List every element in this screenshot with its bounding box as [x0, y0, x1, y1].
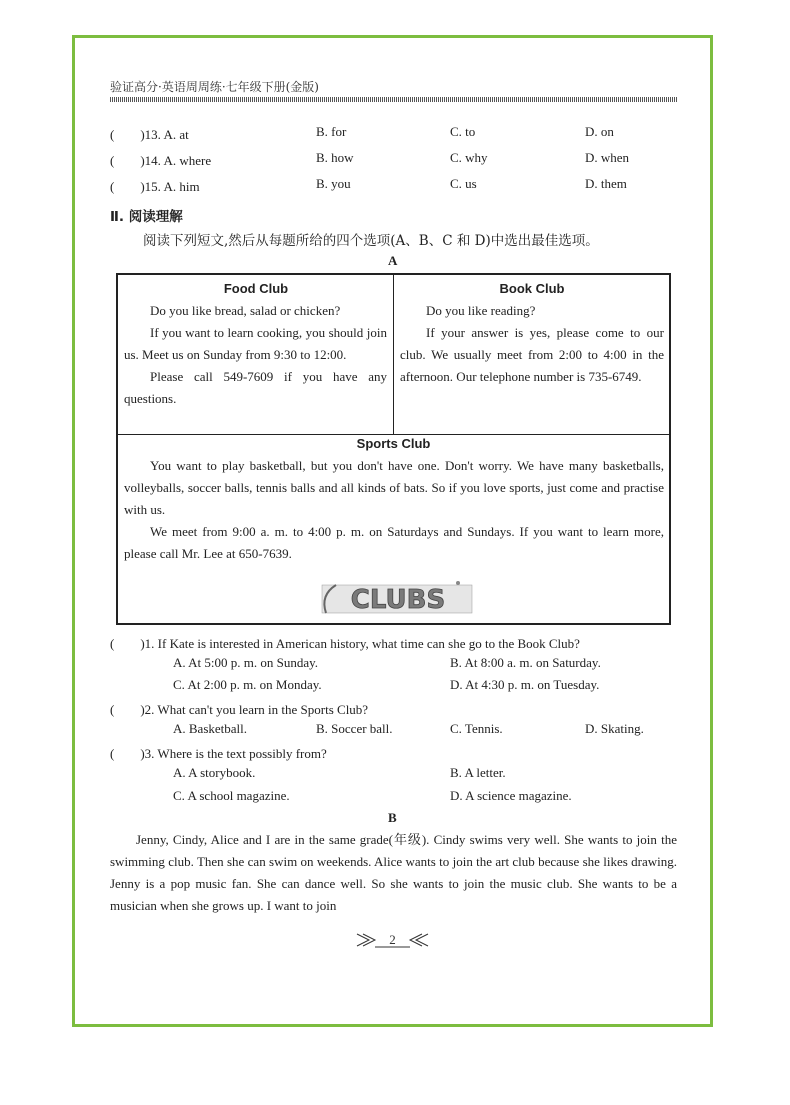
choice-15-d: D. them — [585, 176, 627, 191]
q2-d: D. Skating. — [585, 721, 644, 736]
q1-b: B. At 8:00 a. m. on Saturday. — [450, 655, 601, 670]
book-club-text — [400, 300, 664, 388]
q2-c: C. Tennis. — [450, 721, 503, 736]
sports-club-p2: We meet from 9:00 a. m. to 4:00 p. m. on Saturdays and Sundays. If you want to learn more, please call Mr. Lee at 650-7639. — [124, 524, 664, 561]
choice-15-c: C. us — [450, 176, 477, 191]
book-header-title: 验证高分·英语周周练·七年级下册(金版) — [110, 80, 319, 94]
q3-d: D. A science magazine. — [450, 788, 572, 803]
q1-a: A. At 5:00 p. m. on Sunday. — [173, 655, 319, 670]
q2-a: A. Basketball. — [173, 721, 248, 736]
choice-13-d: D. on — [585, 124, 614, 139]
q3-c: C. A school magazine. — [173, 788, 290, 803]
food-club-p2: If you want to learn cooking, you should join us. Meet us on Sunday from 9:30 to 12:00. — [124, 325, 387, 362]
q3-a: A. A storybook. — [173, 765, 256, 780]
book-club-p1: Do you like reading? — [426, 303, 536, 318]
header-rule — [110, 97, 677, 102]
q2-stem: ( )2. What can't you learn in the Sports Club? — [110, 702, 369, 717]
passage-b-paragraph: Jenny, Cindy, Alice and I are in the same grade(年级). Cindy swims very well. She wants to join the swimming club. Then she can swim on weekends. Alice wants to join the art club because she likes drawing. Jenny is a pop music fan. She can dance well. So she wants to join the music club. She wants to be a musician when she grows up. I want to join — [110, 832, 677, 913]
logo-text: CLUBS — [350, 585, 446, 615]
choice-14-c: C. why — [450, 150, 488, 165]
passage-b-text — [110, 829, 677, 917]
food-club-p1: Do you like bread, salad or chicken? — [150, 303, 341, 318]
choice-13-b: B. for — [316, 124, 347, 139]
q3-stem: ( )3. Where is the text possibly from? — [110, 746, 327, 761]
choice-13-c: C. to — [450, 124, 476, 139]
food-club-p3: Please call 549-7609 if you have any questions. — [124, 369, 387, 406]
ornament-left — [357, 934, 375, 946]
choice-15-b: B. you — [316, 176, 351, 191]
q1-stem: ( )1. If Kate is interested in American history, what time can she go to the Book Club? — [110, 636, 580, 651]
sports-club-title: Sports Club — [356, 436, 431, 451]
choice-15-stem: ( )15. A. him — [110, 179, 200, 194]
q1-c: C. At 2:00 p. m. on Monday. — [173, 677, 322, 692]
section-title: Ⅱ. 阅读理解 — [110, 209, 183, 225]
ornament-right — [410, 934, 428, 946]
section-instruction: 阅读下列短文,然后从每题所给的四个选项(A、B、C 和 D)中选出最佳选项。 — [143, 233, 599, 249]
passage-b-label: B — [388, 810, 397, 825]
logo-dot — [456, 581, 460, 585]
q2-b: B. Soccer ball. — [316, 721, 393, 736]
sports-club-p1: You want to play basketball, but you don't have one. Don't worry. We have many basketballs, volleyballs, soccer balls, tennis balls and all kinds of bats. So if you love sports, just come and practise with us. — [124, 458, 664, 517]
book-club-title: Book Club — [499, 281, 565, 296]
choice-14-stem: ( )14. A. where — [110, 153, 212, 168]
food-club-text — [124, 300, 387, 410]
q3-b: B. A letter. — [450, 765, 506, 780]
passage-a-label: A — [388, 253, 398, 268]
book-club-p2: If your answer is yes, please come to our club. We usually meet from 2:00 to 4:00 in the afternoon. Our telephone number is 735-6749. — [400, 325, 664, 384]
page-number-ornament — [355, 930, 430, 950]
choice-14-b: B. how — [316, 150, 354, 165]
q1-d: D. At 4:30 p. m. on Tuesday. — [450, 677, 600, 692]
clubs-logo-image — [318, 575, 478, 619]
food-club-title: Food Club — [223, 281, 289, 296]
choice-13-stem: ( )13. A. at — [110, 127, 189, 142]
choice-14-d: D. when — [585, 150, 630, 165]
sports-divider — [118, 434, 669, 435]
sports-club-text — [124, 455, 664, 565]
page-number: 2 — [389, 932, 396, 947]
